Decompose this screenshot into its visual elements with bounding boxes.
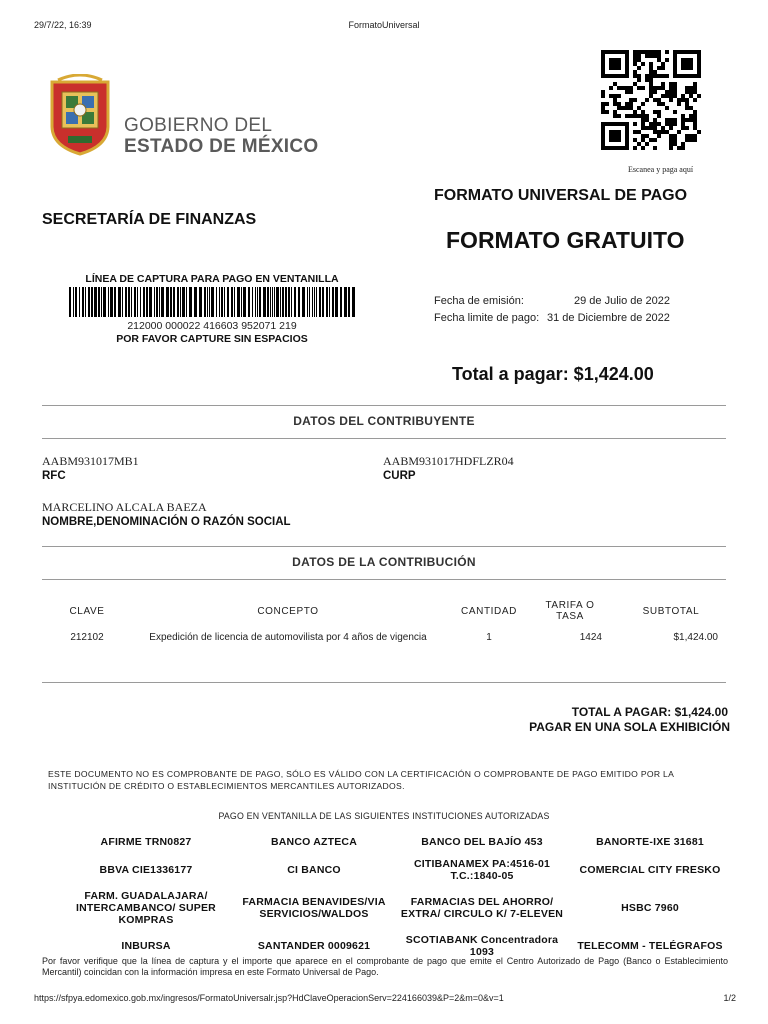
barcode-bar: [170, 287, 172, 317]
logo-text-line1: GOBIERNO DEL: [124, 115, 273, 136]
barcode-bar: [270, 287, 271, 317]
print-page-number: 1/2: [723, 993, 736, 1003]
barcode-bar: [285, 287, 287, 317]
header-concepto: CONCEPTO: [257, 605, 319, 617]
barcode-bar: [194, 287, 197, 317]
barcode-bar: [332, 287, 334, 317]
barcode-bar: [352, 287, 355, 317]
row-concepto: Expedición de licencia de automovilista por 4 años de vigencia: [149, 631, 427, 643]
barcode-bar: [91, 287, 93, 317]
state-shield-logo: [48, 74, 112, 156]
barcode-bar: [199, 287, 202, 317]
format-title: FORMATO UNIVERSAL DE PAGO: [434, 187, 688, 204]
barcode-bar: [180, 287, 181, 317]
barcode-bar: [166, 287, 169, 317]
contribuyente-section-title: DATOS DEL CONTRIBUYENTE: [293, 414, 475, 428]
barcode-bar: [248, 287, 250, 317]
barcode-bar: [272, 287, 273, 317]
barcode-bar: [146, 287, 148, 317]
barcode-bar: [173, 287, 175, 317]
fecha-emision-value: 29 de Julio de 2022: [574, 295, 671, 307]
barcode-bar: [131, 287, 132, 317]
barcode-bar: [94, 287, 97, 317]
barcode-bar: [128, 287, 130, 317]
barcode-bar: [79, 287, 80, 317]
pagar-exhibicion: PAGAR EN UNA SOLA EXHIBICIÓN: [529, 720, 730, 734]
barcode-bar: [186, 287, 187, 317]
total-bottom: TOTAL A PAGAR: $1,424.00: [571, 705, 728, 719]
list-item: FARM. GUADALAJARA/ INTERCAMBANCO/ SUPER KOMPRAS: [76, 890, 216, 926]
barcode-bar: [75, 287, 77, 317]
barcode-bar: [237, 287, 240, 317]
barcode-bar: [118, 287, 121, 317]
print-page-title: FormatoUniversal: [348, 20, 420, 30]
barcode-bar: [340, 287, 342, 317]
barcode-bar: [322, 287, 324, 317]
barcode-bar: [329, 287, 330, 317]
list-item: BANCO AZTECA: [270, 836, 357, 848]
barcode-bar: [302, 287, 305, 317]
barcode-bar: [234, 287, 235, 317]
barcode-bar: [216, 287, 217, 317]
barcode-bar: [82, 287, 84, 317]
barcode-bar: [335, 287, 338, 317]
barcode-bar: [149, 287, 152, 317]
barcode-bar: [182, 287, 185, 317]
list-item: CITIBANAMEX PA:4516-01 T.C.:1840-05: [413, 858, 551, 882]
barcode-bar: [156, 287, 158, 317]
logo-text-line2: ESTADO DE MÉXICO: [124, 136, 319, 157]
barcode-bar: [110, 287, 113, 317]
captura-number: 212000 000022 416603 952071 219: [127, 320, 297, 332]
barcode-bar: [140, 287, 141, 317]
barcode-bar: [259, 287, 261, 317]
barcode-bar: [319, 287, 321, 317]
header-subtotal: SUBTOTAL: [642, 605, 700, 617]
divider: [42, 438, 726, 439]
barcode-bar: [224, 287, 225, 317]
barcode-bar: [88, 287, 90, 317]
barcode-bar: [307, 287, 308, 317]
barcode-bar: [219, 287, 220, 317]
barcode-bar: [298, 287, 300, 317]
barcode-bar: [288, 287, 290, 317]
barcode-bar: [69, 287, 71, 317]
contribution-table: [46, 600, 732, 652]
total-a-pagar: Total a pagar: $1,424.00: [452, 364, 654, 384]
barcode-bar: [125, 287, 127, 317]
barcode-bar: [255, 287, 256, 317]
name-value: MARCELINO ALCALA BAEZA: [42, 500, 207, 514]
rfc-value: AABM931017MB1: [42, 454, 139, 468]
barcode-bar: [114, 287, 116, 317]
print-datetime: 29/7/22, 16:39: [34, 20, 92, 30]
fecha-emision-label: Fecha de emisión:: [434, 295, 524, 307]
barcode-bar: [294, 287, 296, 317]
barcode-bar: [161, 287, 164, 317]
barcode-bar: [276, 287, 279, 317]
barcode-bar: [252, 287, 253, 317]
barcode-bar: [263, 287, 266, 317]
list-item: TELECOMM - TELÉGRAFOS: [577, 940, 723, 952]
barcode-bar: [137, 287, 138, 317]
footer-note: Por favor verifique que la línea de captura y el importe que aparece en el comprobante de pago que emite el Centro Autorizado de Pago (Banco o Establecimiento Mercantil) coincidan con la información impresa en este Formato Universal de Pago.: [42, 956, 728, 977]
rfc-label: RFC: [42, 470, 66, 482]
row-subtotal: $1,424.00: [673, 631, 718, 643]
list-item: BANORTE-IXE 31681: [596, 836, 704, 848]
divider: [42, 546, 726, 547]
curp-label: CURP: [383, 470, 416, 482]
barcode-bar: [267, 287, 269, 317]
barcode-bar: [227, 287, 229, 317]
secretaria-title: SECRETARÍA DE FINANZAS: [42, 211, 257, 228]
barcode-bar: [143, 287, 145, 317]
barcode-bar: [85, 287, 86, 317]
list-item: BANCO DEL BAJÍO 453: [421, 836, 543, 848]
list-item: FARMACIAS DEL AHORRO/ EXTRA/ CIRCULO K/ 7-ELEVEN: [400, 896, 564, 920]
row-tarifa: 1424: [579, 631, 602, 643]
barcode-bar: [231, 287, 233, 317]
table-header-row: [46, 600, 732, 622]
capture-barcode: [69, 287, 356, 317]
divider: [42, 579, 726, 580]
barcode-bar: [209, 287, 210, 317]
barcode-bar: [291, 287, 292, 317]
qr-caption: Escanea y paga aquí: [628, 165, 694, 174]
list-item: FARMACIA BENAVIDES/VIA SERVICIOS/WALDOS: [242, 896, 386, 920]
barcode-bar: [326, 287, 328, 317]
barcode-bar: [241, 287, 242, 317]
barcode-bar: [177, 287, 179, 317]
barcode-bar: [98, 287, 100, 317]
list-item: SCOTIABANK Concentradora 1093: [405, 934, 559, 958]
table-row: [46, 622, 732, 652]
list-item: COMERCIAL CITY FRESKO: [579, 864, 721, 876]
row-clave: 212102: [70, 631, 104, 643]
list-item: SANTANDER 0009621: [257, 940, 371, 952]
barcode-bar: [221, 287, 223, 317]
fecha-limite-label: Fecha limite de pago:: [434, 312, 540, 324]
barcode-bar: [280, 287, 281, 317]
barcode-bar: [344, 287, 347, 317]
list-item: CI BANCO: [287, 864, 341, 876]
barcode-bar: [108, 287, 109, 317]
barcode-bar: [348, 287, 350, 317]
barcode-bar: [122, 287, 123, 317]
barcode-bar: [243, 287, 246, 317]
divider: [42, 682, 726, 683]
barcode-bar: [159, 287, 160, 317]
barcode-bar: [309, 287, 310, 317]
fecha-limite-value: 31 de Diciembre de 2022: [547, 312, 670, 324]
qr-code[interactable]: [601, 50, 701, 150]
instituciones-title: PAGO EN VENTANILLA DE LAS SIGUIENTES INSTITUCIONES AUTORIZADAS: [218, 811, 550, 821]
list-item: BBVA CIE1336177: [99, 864, 193, 876]
barcode-bar: [103, 287, 106, 317]
curp-value: AABM931017HDFLZR04: [383, 454, 514, 468]
list-item: HSBC 7960: [621, 902, 679, 914]
barcode-bar: [312, 287, 313, 317]
format-type: FORMATO GRATUITO: [446, 227, 685, 253]
list-item: AFIRME TRN0827: [100, 836, 192, 848]
instituciones-list: [62, 834, 734, 958]
barcode-bar: [282, 287, 284, 317]
row-cantidad: 1: [486, 631, 492, 643]
barcode-bar: [316, 287, 317, 317]
disclaimer: ESTE DOCUMENTO NO ES COMPROBANTE DE PAGO, SÓLO ES VÁLIDO CON LA CERTIFICACIÓN O COMPROBANTE DE PAGO EMITIDO POR LA INSTITUCIÓN DE CRÉDITO O ESTABLECIMIENTOS MERCANTILES AUTORIZADOS.: [48, 769, 674, 791]
barcode-bar: [189, 287, 192, 317]
barcode-bar: [134, 287, 136, 317]
barcode-bar: [211, 287, 214, 317]
header-clave: CLAVE: [69, 605, 105, 617]
barcode-bar: [154, 287, 155, 317]
barcode-bar: [207, 287, 208, 317]
header-cantidad: CANTIDAD: [461, 605, 517, 617]
captura-label: LÍNEA DE CAPTURA PARA PAGO EN VENTANILLA: [85, 273, 339, 285]
barcode-bar: [73, 287, 74, 317]
print-url: https://sfpya.edomexico.gob.mx/ingresos/FormatoUniversalr.jsp?HdClaveOperacionServ=224166039&P=2&m=0&v=1: [34, 993, 504, 1003]
contribucion-section-title: DATOS DE LA CONTRIBUCIÓN: [292, 555, 476, 569]
captura-note: POR FAVOR CAPTURE SIN ESPACIOS: [116, 333, 308, 345]
barcode-bar: [274, 287, 275, 317]
list-item: INBURSA: [121, 940, 171, 952]
barcode-bar: [204, 287, 206, 317]
name-label: NOMBRE,DENOMINACIÓN O RAZÓN SOCIAL: [42, 516, 291, 528]
barcode-bar: [314, 287, 315, 317]
barcode-bar: [101, 287, 102, 317]
divider: [42, 405, 726, 406]
barcode-bar: [257, 287, 258, 317]
header-tarifa: TARIFA O TASA: [545, 600, 595, 622]
